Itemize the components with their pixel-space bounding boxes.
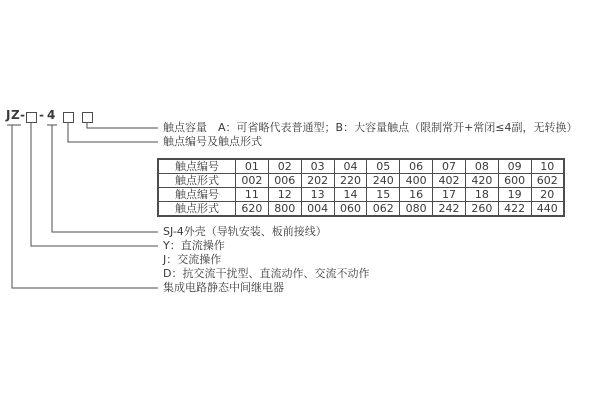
table-row-header: 触点形式 xyxy=(158,202,236,217)
table-row xyxy=(158,159,564,174)
table-row xyxy=(158,188,564,202)
table-cell: 02 xyxy=(268,159,301,174)
table-cell: 09 xyxy=(498,159,531,174)
table-cell: 17 xyxy=(433,188,466,202)
table-cell: 400 xyxy=(400,174,433,188)
callout-contact-number-form: 触点编号及触点形式 xyxy=(163,135,262,148)
table-cell: 060 xyxy=(334,202,367,217)
table-cell: 080 xyxy=(400,202,433,217)
callout-dc-operation: Y：直流操作 xyxy=(163,239,225,252)
table-row-header: 触点编号 xyxy=(158,188,236,202)
model-placeholder-box-operation xyxy=(26,112,37,123)
table-cell: 05 xyxy=(367,159,400,174)
table-cell: 18 xyxy=(465,188,498,202)
contact-table-body xyxy=(158,159,564,216)
table-cell: 402 xyxy=(433,174,466,188)
table-cell: 08 xyxy=(465,159,498,174)
callout-case-type: SJ-4外壳（导轨安装、板前接线） xyxy=(163,225,327,238)
table-cell: 006 xyxy=(268,174,301,188)
table-row xyxy=(158,202,564,217)
table-cell: 600 xyxy=(498,174,531,188)
table-cell: 242 xyxy=(433,202,466,217)
table-cell: 20 xyxy=(531,188,564,202)
callout-contact-capacity: 触点容量 A：可省略代表普通型；B：大容量触点（限制常开+常闭≤4副，无转换） xyxy=(163,121,578,134)
table-cell: 620 xyxy=(236,202,269,217)
table-cell: 11 xyxy=(236,188,269,202)
table-cell: 07 xyxy=(433,159,466,174)
contact-code-table xyxy=(157,158,565,217)
table-row-header: 触点形式 xyxy=(158,174,236,188)
table-cell: 19 xyxy=(498,188,531,202)
table-cell: 15 xyxy=(367,188,400,202)
callout-anti-interference: D：抗交流干扰型、直流动作、交流不动作 xyxy=(163,267,370,280)
table-cell: 202 xyxy=(301,174,334,188)
table-cell: 14 xyxy=(334,188,367,202)
table-row xyxy=(158,174,564,188)
table-cell: 06 xyxy=(400,159,433,174)
table-cell: 002 xyxy=(236,174,269,188)
callout-ac-operation: J：交流操作 xyxy=(163,253,222,266)
table-cell: 13 xyxy=(301,188,334,202)
table-cell: 240 xyxy=(367,174,400,188)
table-cell: 12 xyxy=(268,188,301,202)
table-cell: 062 xyxy=(367,202,400,217)
table-cell: 440 xyxy=(531,202,564,217)
model-placeholder-box-contact-number xyxy=(63,112,74,123)
table-cell: 420 xyxy=(465,174,498,188)
table-cell: 04 xyxy=(334,159,367,174)
table-row-header: 触点编号 xyxy=(158,159,236,174)
model-placeholder-box-contact-capacity xyxy=(82,112,93,123)
table-cell: 03 xyxy=(301,159,334,174)
table-cell: 422 xyxy=(498,202,531,217)
model-separator: - xyxy=(39,108,45,122)
table-cell: 220 xyxy=(334,174,367,188)
table-cell: 004 xyxy=(301,202,334,217)
table-cell: 01 xyxy=(236,159,269,174)
table-cell: 602 xyxy=(531,174,564,188)
model-case-digit: 4 xyxy=(47,108,56,122)
callout-product-name: 集成电路静态中间继电器 xyxy=(163,281,284,294)
table-cell: 800 xyxy=(268,202,301,217)
model-prefix: JZ- xyxy=(6,108,26,122)
table-cell: 260 xyxy=(465,202,498,217)
table-cell: 16 xyxy=(400,188,433,202)
table-cell: 10 xyxy=(531,159,564,174)
